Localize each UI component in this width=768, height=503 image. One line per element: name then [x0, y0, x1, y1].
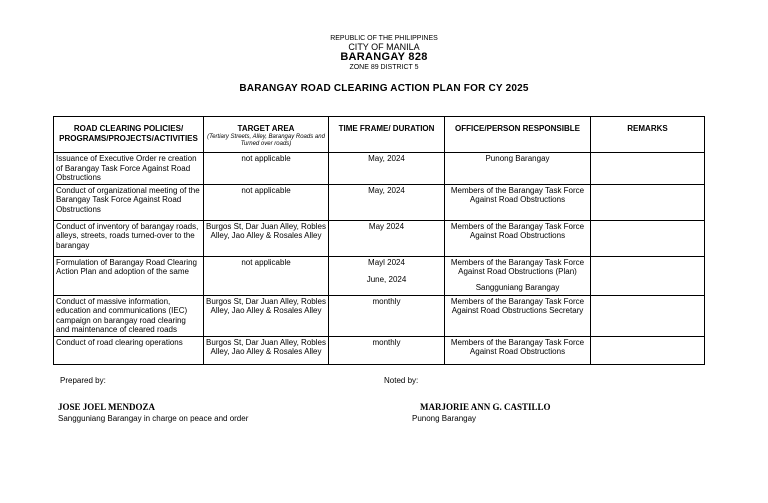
activity-cell: Issuance of Executive Order re creation of Barangay Task Force Against Road Obstructions: [54, 153, 204, 185]
document-title: BARANGAY ROAD CLEARING ACTION PLAN FOR CY 2025: [239, 83, 529, 94]
target-area-cell: not applicable: [204, 184, 329, 220]
time-frame-value: monthly: [372, 337, 401, 347]
time-frame-cell: [329, 184, 445, 220]
office-value: Members of the Barangay Task Force Against Road Obstructions (Plan): [450, 257, 585, 276]
office-value: Members of the Barangay Task Force Against Road Obstructions: [450, 185, 585, 204]
noted-by-name: MARJORIE ANN G. CASTILLO: [420, 402, 551, 412]
table-row: [54, 220, 705, 256]
office-adoption-value: Sangguniang Barangay: [475, 282, 560, 292]
office-cell: [445, 256, 591, 295]
time-frame-cell: [329, 153, 445, 185]
office-cell: [445, 184, 591, 220]
target-area-cell: not applicable: [204, 153, 329, 185]
time-frame-cell: [329, 295, 445, 336]
activity-cell: Conduct of massive information, education and communications (IEC) campaign on barangay road clearing and maintenance of cleared roads: [54, 295, 204, 336]
table-row: [54, 153, 705, 185]
prepared-by-name: JOSE JOEL MENDOZA: [58, 402, 156, 412]
city-heading: CITY OF MANILA: [348, 42, 420, 52]
table-row: [54, 336, 705, 364]
table-row: [54, 295, 705, 336]
target-area-cell: Burgos St, Dar Juan Alley, Robles Alley, Jao Alley & Rosales Alley: [204, 220, 329, 256]
time-frame-value: May 2024: [368, 221, 405, 231]
prepared-by-label: Prepared by:: [60, 376, 106, 385]
target-area-note: (Tertiary Streets, Alley, Barangay Roads and Turned over roads): [207, 133, 325, 147]
activity-cell: Conduct of inventory of barangay roads, alleys, streets, roads turned-over to the barangay: [54, 220, 204, 256]
republic-heading: REPUBLIC OF THE PHILIPPINES: [330, 35, 438, 42]
office-value: Punong Barangay: [485, 154, 550, 163]
table-row: [54, 256, 705, 295]
target-area-cell: Burgos St, Dar Juan Alley, Robles Alley, Jao Alley & Rosales Alley: [204, 336, 329, 364]
remarks-cell: [591, 336, 705, 364]
office-cell: [445, 153, 591, 185]
activity-cell: Conduct of organizational meeting of the Barangay Task Force Against Road Obstructions: [54, 184, 204, 220]
time-frame-value: monthly: [372, 296, 401, 306]
col-header-office: OFFICE/PERSON RESPONSIBLE: [445, 117, 591, 153]
time-frame-cell: [329, 336, 445, 364]
barangay-heading: BARANGAY 828: [340, 51, 428, 63]
target-area-label: TARGET AREA: [237, 124, 295, 133]
remarks-cell: [591, 295, 705, 336]
remarks-cell: [591, 220, 705, 256]
time-frame-value: May, 2024: [368, 154, 405, 163]
office-value: Members of the Barangay Task Force Against Road Obstructions: [450, 337, 585, 356]
col-header-time-frame: TIME FRAME/ DURATION: [329, 117, 445, 153]
time-frame-cell: [329, 256, 445, 295]
time-frame-value: May, 2024: [368, 185, 405, 195]
time-frame-cell: [329, 220, 445, 256]
prepared-by-title: Sangguniang Barangay in charge on peace and order: [58, 414, 249, 423]
remarks-cell: [591, 153, 705, 185]
noted-by-label: Noted by:: [384, 376, 419, 385]
col-header-activities: ROAD CLEARING POLICIES/ PROGRAMS/PROJECTS/ACTIVITIES: [54, 117, 204, 153]
noted-by-title: Punong Barangay: [412, 414, 477, 423]
office-cell: [445, 336, 591, 364]
target-area-cell: not applicable: [204, 256, 329, 295]
office-value: Members of the Barangay Task Force Against Road Obstructions Secretary: [450, 296, 585, 315]
office-cell: [445, 295, 591, 336]
col-header-target-area: [204, 117, 329, 153]
target-area-cell: Burgos St, Dar Juan Alley, Robles Alley, Jao Alley & Rosales Alley: [204, 295, 329, 336]
remarks-cell: [591, 256, 705, 295]
action-plan-table: [53, 116, 705, 365]
time-frame-adoption-value: June, 2024: [366, 275, 407, 284]
col-header-remarks: REMARKS: [591, 117, 705, 153]
table-row: [54, 184, 705, 220]
remarks-cell: [591, 184, 705, 220]
activity-cell: Conduct of road clearing operations: [54, 336, 204, 364]
table-header-row: [54, 117, 705, 153]
zone-heading: ZONE 89 DISTRICT 5: [349, 64, 419, 71]
office-cell: [445, 220, 591, 256]
office-value: Members of the Barangay Task Force Against Road Obstructions: [450, 221, 585, 240]
time-frame-value: Mayl 2024: [368, 257, 405, 267]
activity-cell: Formulation of Barangay Road Clearing Action Plan and adoption of the same: [54, 256, 204, 295]
